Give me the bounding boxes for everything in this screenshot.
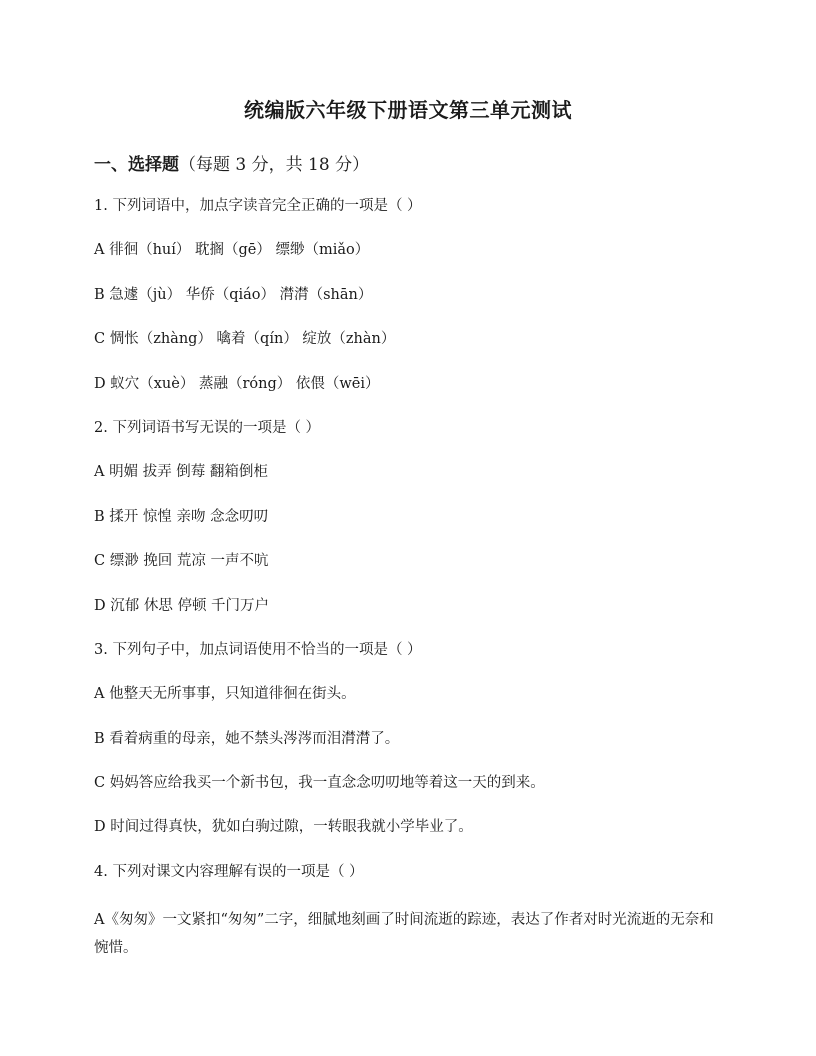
section-heading-label: 一、选择题: [94, 155, 179, 175]
question-2-option-c: C 缥渺 挽回 荒凉 一声不吭: [94, 553, 269, 570]
question-2-stem: 2. 下列词语书写无误的一项是（ ）: [94, 419, 321, 436]
question-3-stem: 3. 下列句子中，加点词语使用不恰当的一项是（ ）: [94, 641, 422, 658]
question-1-option-a: A 徘徊（huí） 耽搁（gē） 缥缈（miǎo）: [94, 242, 370, 259]
section-heading-note: （每题 3 分，共 18 分）: [179, 155, 370, 175]
question-1-option-c: C 惆怅（zhàng） 噙着（qín） 绽放（zhàn）: [94, 331, 396, 348]
question-2-option-a: A 明媚 拔弄 倒莓 翻箱倒柜: [94, 464, 268, 481]
document-title: 统编版六年级下册语文第三单元测试: [244, 98, 572, 122]
question-4-option-a: A《匆匆》一文紧扣“匆匆”二字，细腻地刻画了时间流逝的踪迹，表达了作者对时光流逝的无奈和惋惜。: [94, 912, 714, 957]
question-3-option-c: C 妈妈答应给我买一个新书包，我一直念念叨叨地等着这一天的到来。: [94, 775, 545, 792]
question-1-option-d: D 蚁穴（xuè） 蒸融（róng） 依偎（wēi）: [94, 375, 380, 392]
question-2-option-b: B 揉开 惊惶 亲吻 念念叨叨: [94, 508, 269, 525]
question-2-option-d: D 沉郁 休思 停顿 千门万户: [94, 597, 270, 614]
question-1-option-b: B 急遽（jù） 华侨（qiáo） 潸潸（shān）: [94, 286, 373, 303]
question-list: [94, 196, 724, 962]
question-3-option-d: D 时间过得真快，犹如白驹过隙，一转眼我就小学毕业了。: [94, 819, 473, 836]
question-1-stem: 1. 下列词语中，加点字读音完全正确的一项是（ ）: [94, 198, 422, 214]
section-heading: [94, 150, 369, 175]
question-3-option-a: A 他整天无所事事，只知道徘徊在街头。: [94, 686, 356, 703]
question-4-stem: 4. 下列对课文内容理解有误的一项是（ ）: [94, 863, 364, 880]
question-3-option-b: B 看着病重的母亲，她不禁头涔涔而泪潸潸了。: [94, 730, 400, 747]
